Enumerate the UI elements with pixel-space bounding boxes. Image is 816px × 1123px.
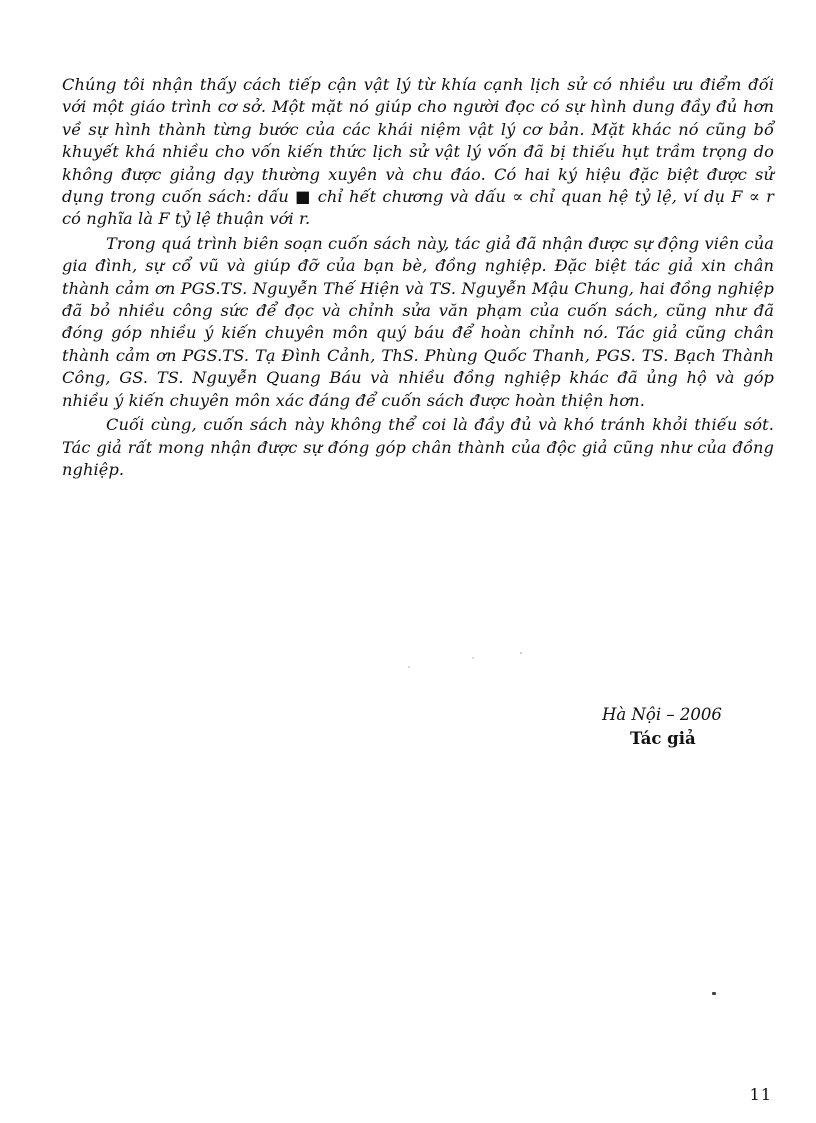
scan-speck [520,652,522,654]
page-number: 11 [749,1085,772,1104]
paragraph-acknowledgements: Trong quá trình biên soạn cuốn sách này, tác giả đã nhận được sự động viên của gia đình, sự cổ vũ và giúp đỡ của bạn bè, đồng nghiệp. Đặc biệt tác giả xin chân thành cảm ơn PGS.TS. Nguyễn Thế Hiện và TS. Nguyễn Mậu Chung, hai đồng nghiệp đã bỏ nhiều công sức để đọc và chỉnh sửa văn phạm của cuốn sách, cũng như đã đóng góp nhiều ý kiến chuyên môn quý báu để hoàn chỉnh nó. Tác giả cũng chân thành cảm ơn PGS.TS. Tạ Đình Cảnh, ThS. Phùng Quốc Thanh, PGS. TS. Bạch Thành Công, GS. TS. Nguyễn Quang Báu và nhiều đồng nghiệp khác đã ủng hộ và góp nhiều ý kiến chuyên môn xác đáng để cuốn sách được hoàn thiện hơn. [62,233,774,410]
document-body [62,74,774,481]
paragraph-approach: Chúng tôi nhận thấy cách tiếp cận vật lý từ khía cạnh lịch sử có nhiều ưu điểm đối với một giáo trình cơ sở. Một mặt nó giúp cho người đọc có sự hình dung đầy đủ hơn về sự hình thành từng bước của các khái niệm vật lý cơ bản. Mặt khác nó cũng bổ khuyết khá nhiều cho vốn kiến thức lịch sử vật lý vốn đã bị thiếu hụt trầm trọng do không được giảng dạy thường xuyên và chu đáo. Có hai ký hiệu đặc biệt được sử dụng trong cuốn sách: dấu ■ chỉ hết chương và dấu ∝ chỉ quan hệ tỷ lệ, ví dụ F ∝ r có nghĩa là F tỷ lệ thuận với r. [62,75,774,229]
place-date: Hà Nội – 2006 [602,705,722,724]
paragraph-closing: Cuối cùng, cuốn sách này không thể coi là đầy đủ và khó tránh khỏi thiếu sót. Tác giả rất mong nhận được sự đóng góp chân thành của độc giả cũng như của đồng nghiệp. [62,415,774,479]
signoff-block [602,703,772,751]
scan-speck [712,992,716,995]
scan-speck [472,657,474,659]
author-signature: Tác giả [630,729,696,748]
scan-speck [408,666,410,668]
